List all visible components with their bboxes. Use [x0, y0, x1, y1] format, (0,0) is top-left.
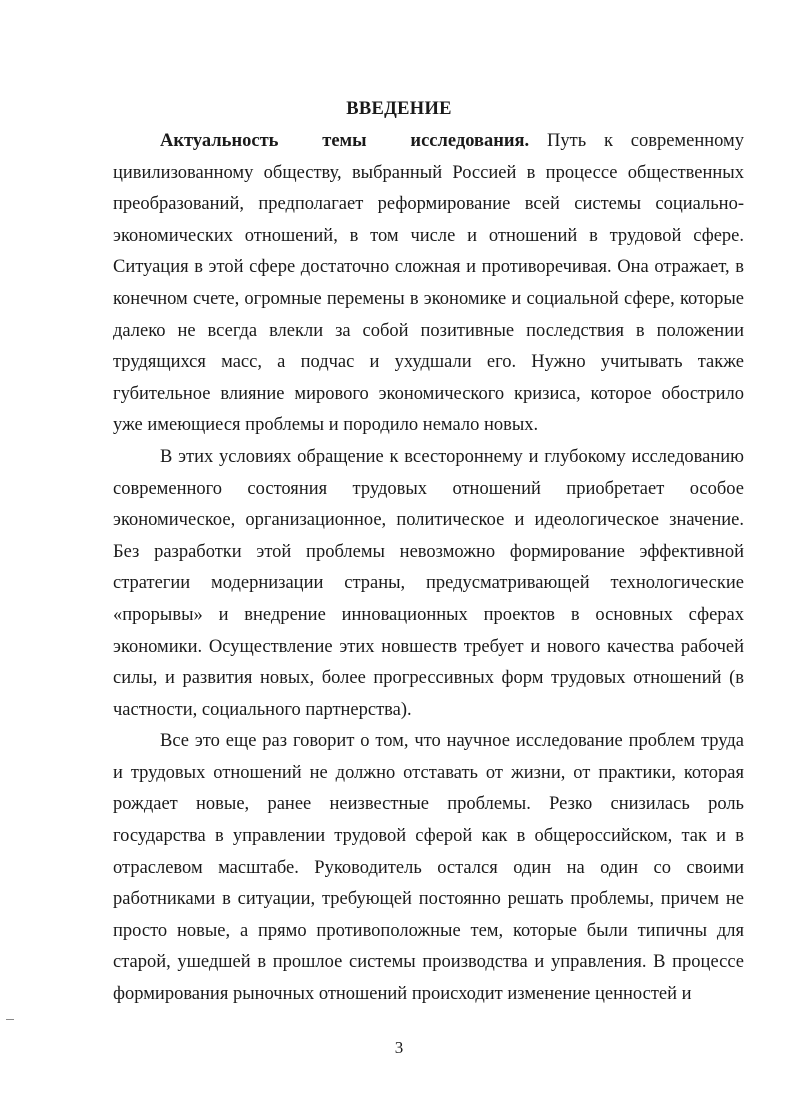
paragraph-1 [113, 126, 744, 442]
lead-phrase: Актуальность темы исследования. [160, 131, 530, 151]
page-number: 3 [394, 1038, 404, 1057]
paragraph-3: Все это еще раз говорит о том, что научное исследование проблем труда и трудовых отношений не должно отставать от жизни, от практики, которая рождает новые, ранее неизвестные проблемы. Резко снизилась роль государства в управлении трудовой сферой как в общероссийском, так и в отраслевом масштабе. Руководитель остался один на один со своими работниками в ситуации, требующей постоянно решать проблемы, причем не просто новые, а прямо противоположные тем, которые были типичны для старой, ушедшей в прошлое системы производства и управления. В процессе формирования рыночных отношений происходит изменение ценностей и [113, 731, 744, 1005]
scan-artifact [6, 1019, 14, 1020]
paragraph-1-text: Путь к современному цивилизованному обществу, выбранный Россией в процессе общественных преобразований, предполагает реформирование всей системы социально-экономических отношений, в том числе и отношений в трудовой сфере. Ситуация в этой сфере достаточно сложная и противоречивая. Она отражает, в конечном счете, огромные перемены в экономике и социальной сфере, которые далеко не всегда влекли за собой позитивные последствия в положении трудящихся масс, а подчас и ухудшали его. Нужно учитывать также губительное влияние мирового экономического кризиса, которое обострило уже имеющиеся проблемы и породило немало новых. [113, 131, 745, 436]
section-heading: ВВЕДЕНИЕ [346, 99, 452, 119]
body-text [113, 126, 744, 1011]
paragraph-2: В этих условиях обращение к всестороннему и глубокому исследованию современного состояния трудовых отношений приобретает особое экономическое, организационное, политическое и идеологическое значение. Без разработки этой проблемы невозможно формирование эффективной стратегии модернизации страны, предусматривающей технологические «прорывы» и внедрение инновационных проектов в основных сферах экономики. Осуществление этих новшеств требует и нового качества рабочей силы, и развития новых, более прогрессивных форм трудовых отношений (в частности, социального партнерства). [113, 446, 744, 720]
